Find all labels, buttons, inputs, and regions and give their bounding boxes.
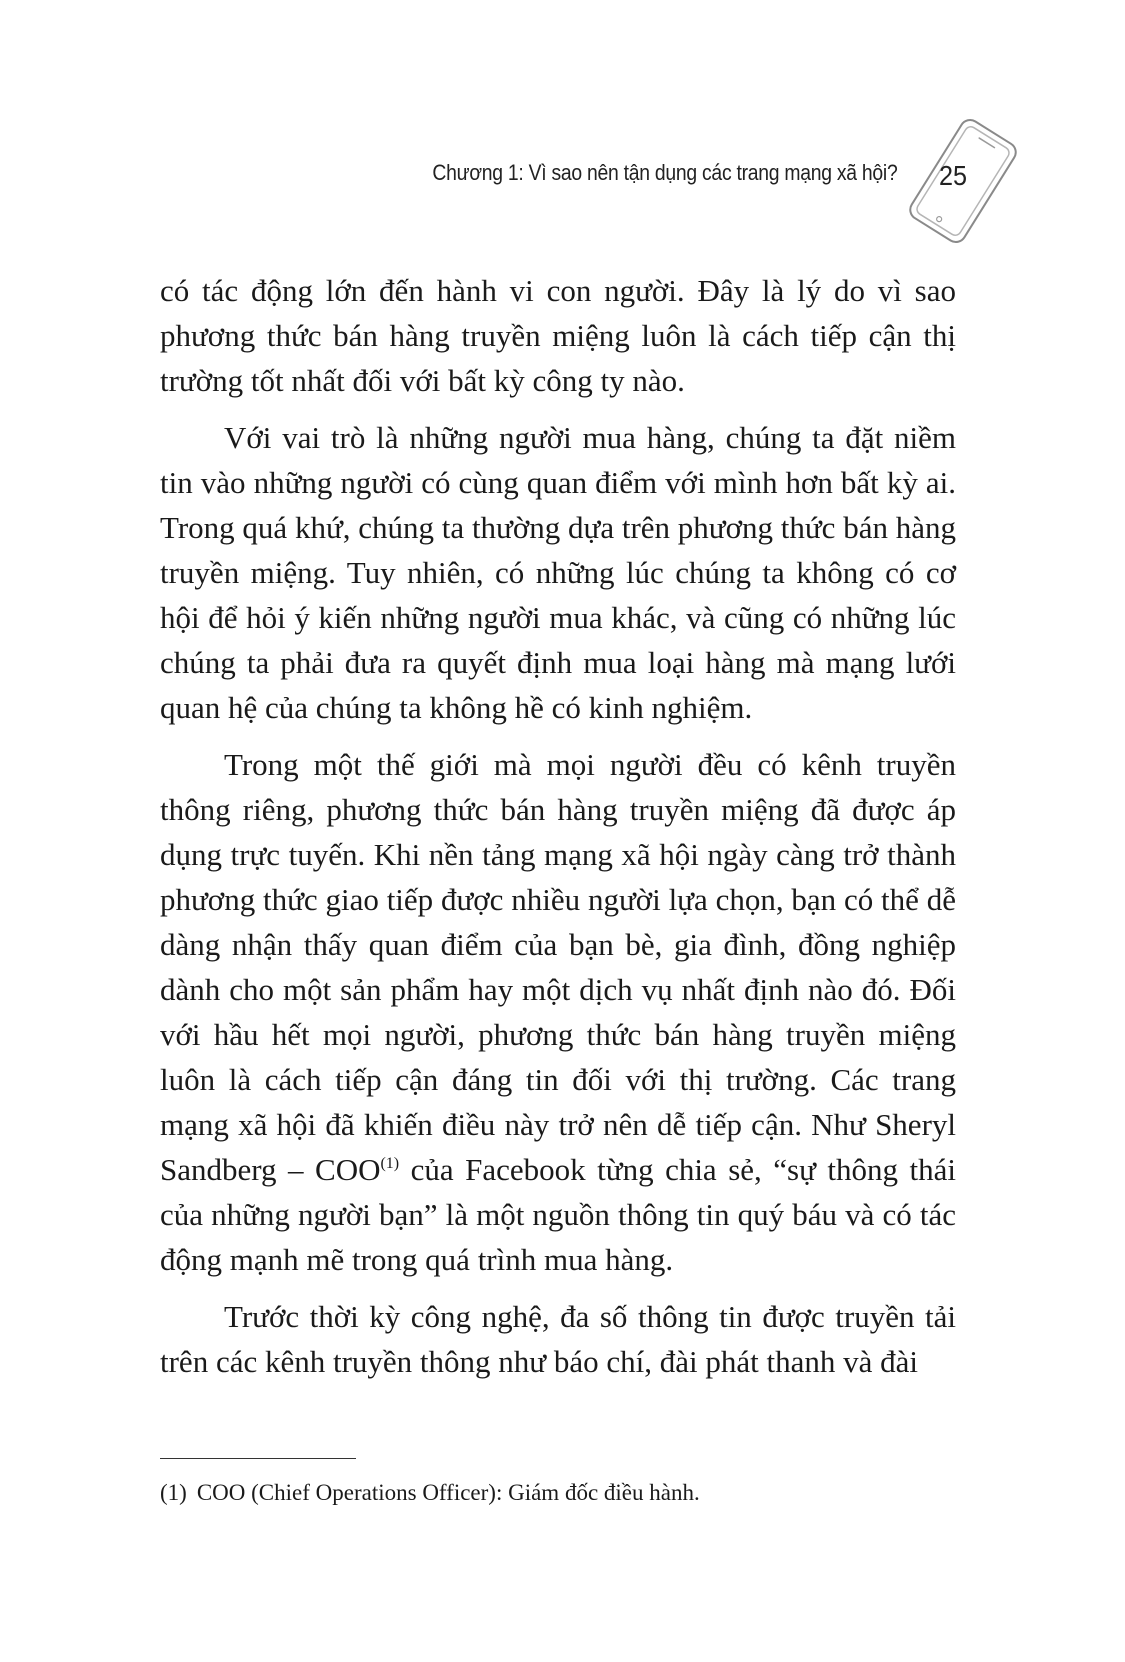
footnote [160, 1480, 700, 1506]
page-number: 25 [938, 160, 968, 191]
footnote-marker: (1) [160, 1480, 187, 1505]
paragraph: Trước thời kỳ công nghệ, đa số thông tin được truyền tải trên các kênh truyền thông như báo chí, đài phát thanh và đài [160, 1299, 956, 1379]
footnote-divider [160, 1458, 356, 1459]
running-header: Chương 1: Vì sao nên tận dụng các trang mạng xã hội? [431, 160, 897, 185]
footnote-reference[interactable]: (1) [380, 1155, 400, 1172]
paragraph: có tác động lớn đến hành vi con người. Đây là lý do vì sao phương thức bán hàng truyền miệng luôn là cách tiếp cận thị trường tốt nhất đối với bất kỳ công ty nào. [160, 273, 956, 398]
paragraph-text: Trong một thế giới mà mọi người đều có kênh truyền thông riêng, phương thức bán hàng truyền miệng đã được áp dụng trực tuyến. Khi nền tảng mạng xã hội ngày càng trở thành phương thức giao tiếp được nhiều người lựa chọn, bạn có thể dễ dàng nhận thấy quan điểm của bạn bè, gia đình, đồng nghiệp dành cho một sản phẩm hay một dịch vụ nhất định nào đó. Đối với hầu hết mọi người, phương thức bán hàng truyền miệng luôn là cách tiếp cận đáng tin đối với thị trường. Các trang mạng xã hội đã khiến điều này trở nên dễ tiếp cận. Như Sheryl Sandberg – COO [160, 747, 956, 1187]
footnote-text: COO (Chief Operations Officer): Giám đốc điều hành. [196, 1480, 700, 1505]
paragraph-text: của Facebook từng chia sẻ, “sự thông thái của những người bạn” là một nguồn thông tin quý báu và có tác động mạnh mẽ trong quá trình mua hàng. [160, 1152, 956, 1277]
paragraph [160, 742, 956, 1282]
body-text [160, 268, 956, 1396]
paragraph: Với vai trò là những người mua hàng, chúng ta đặt niềm tin vào những người có cùng quan điểm với mình hơn bất kỳ ai. Trong quá khứ, chúng ta thường dựa trên phương thức bán hàng truyền miệng. Tuy nhiên, có những lúc chúng ta không có cơ hội để hỏi ý kiến những người mua khác, và cũng có những lúc chúng ta phải đưa ra quyết định mua loại hàng mà mạng lưới quan hệ của chúng ta không hề có kinh nghiệm. [160, 420, 956, 725]
